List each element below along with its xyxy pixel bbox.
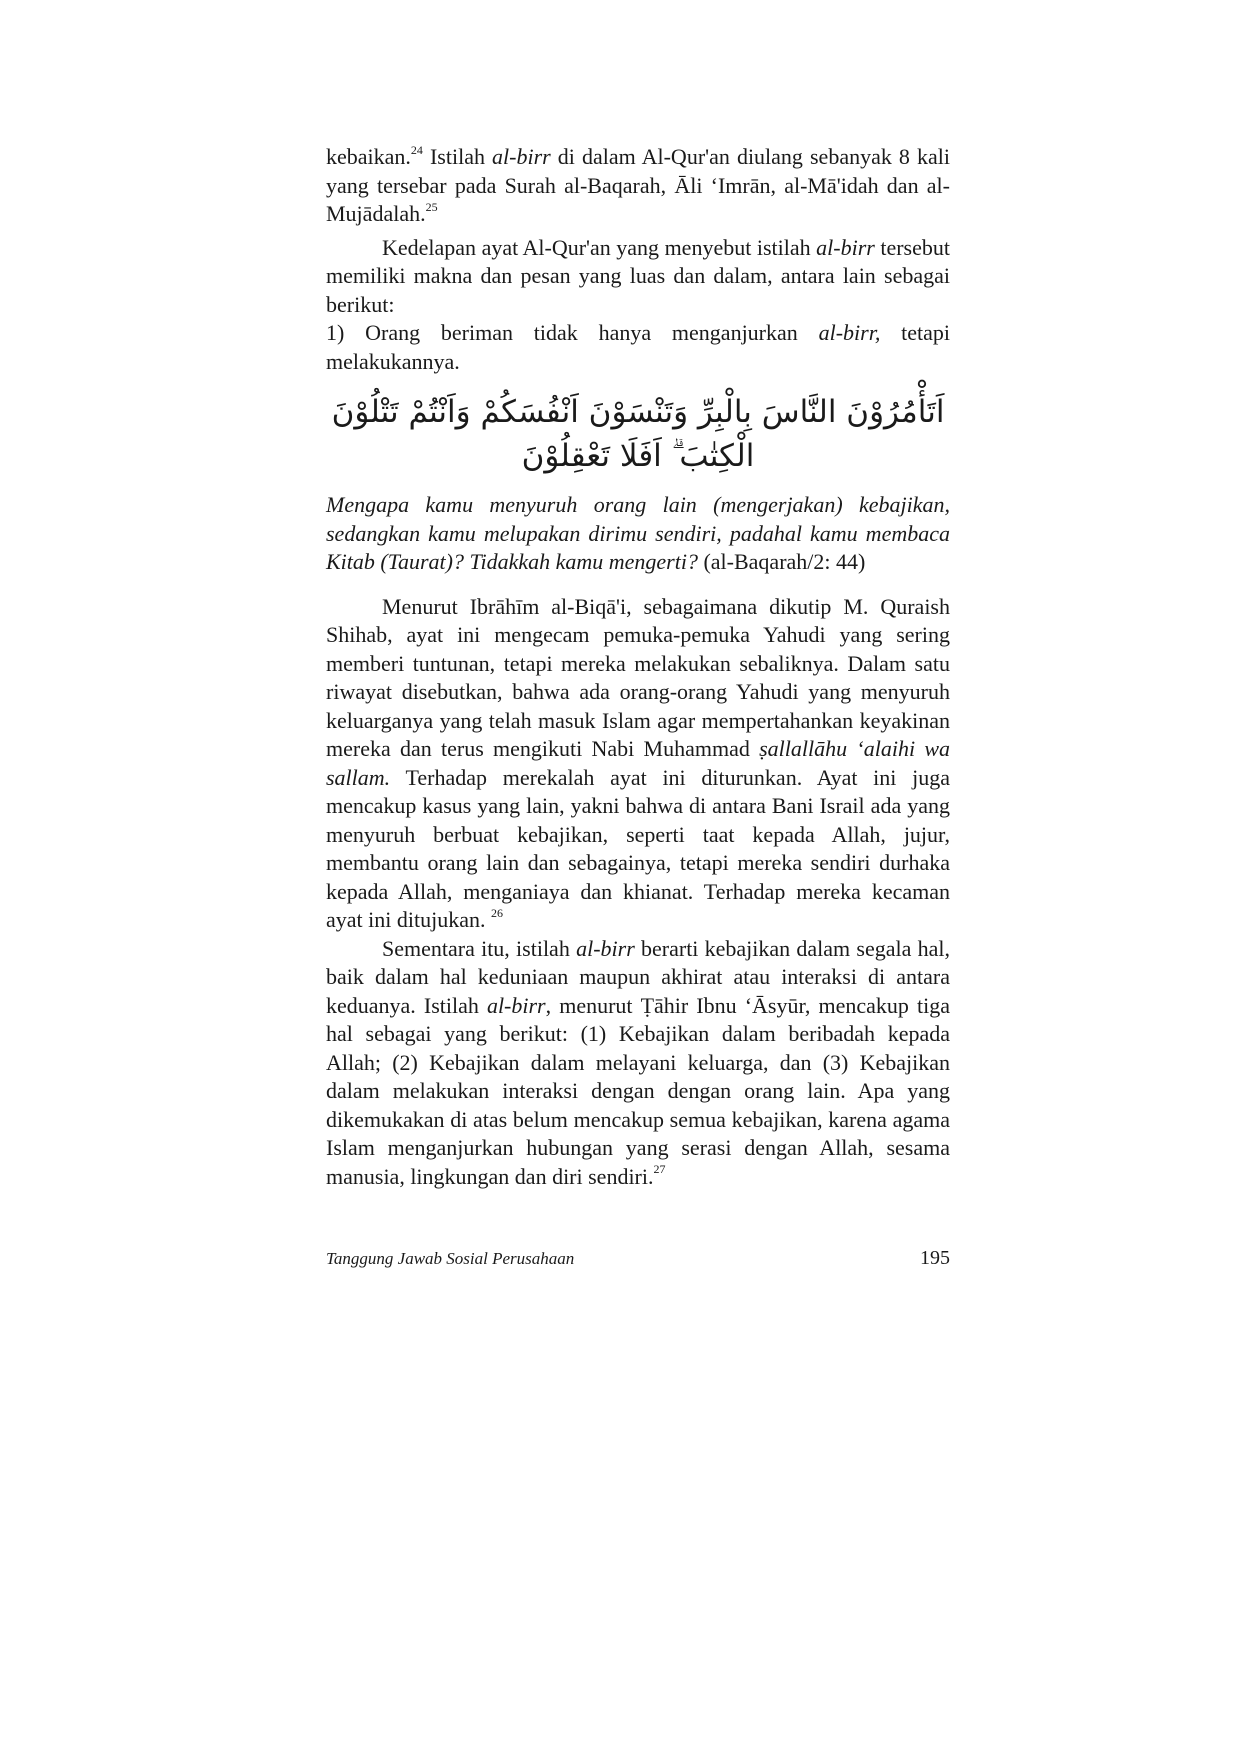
footnote-ref-26[interactable]: 26 [490, 905, 503, 920]
page-content [326, 143, 950, 1191]
text-span: 1) Orang beriman tidak hanya menganjurkan [326, 320, 819, 345]
text-span: , menurut Ṭāhir Ibnu ‘Āsyūr, mencakup tiga hal sebagai yang berikut: (1) Kebajikan dalam beribadah kepada Allah; (2) Kebajikan dalam melayani keluarga, dan (3) Kebajikan dalam melakukan interaksi dengan dengan orang lain. Apa yang dikemukakan di atas belum mencakup semua kebajikan, karena agama Islam menganjurkan hubungan yang serasi dengan Allah, sesama manusia, lingkungan dan diri sendiri. [326, 992, 950, 1189]
text-span: Kedelapan ayat Al-Qur'an yang menyebut istilah [382, 234, 817, 260]
verse-reference: (al-Baqarah/2: 44) [697, 549, 866, 574]
italic-term: al-birr [576, 935, 635, 961]
list-item-1 [326, 319, 950, 376]
text-span: tersebut memiliki makna dan pesan yang luas dan dalam, antara lain sebagai berikut: [326, 234, 950, 317]
paragraph-3 [326, 593, 950, 935]
text-span: Menurut Ibrāhīm al-Biqā'i, sebagaimana dikutip M. Quraish Shihab, ayat ini mengecam pemuka-pemuka Yahudi yang sering memberi tuntunan, tetapi mereka melakukan sebaliknya. Dalam satu riwayat disebutkan, bahwa ada orang-orang Yahudi yang menyuruh keluarganya yang telah masuk Islam agar mempertahankan keyakinan mereka dan terus mengikuti Nabi Muhammad [326, 593, 950, 761]
page-number: 195 [920, 1247, 950, 1269]
italic-term: al-birr [486, 992, 546, 1018]
translation-text: Mengapa kamu menyuruh orang lain (mengerjakan) kebajikan, sedangkan kamu melupakan dirimu sendiri, padahal kamu membaca Kitab (Taurat)? Tidakkah kamu mengerti? [326, 492, 950, 574]
footnote-ref-24[interactable]: 24 [410, 142, 423, 157]
italic-term: ṣallallāhu ‘alaihi wa sallam. [326, 736, 950, 790]
footnote-ref-27[interactable]: 27 [653, 1162, 666, 1177]
text-span: di dalam Al-Qur'an diulang sebanyak 8 kali yang tersebar pada Surah al-Baqarah, Āli ‘Imrān, al-Mā'idah dan al-Mujādalah. [326, 144, 950, 226]
italic-term: al-birr [816, 234, 875, 260]
text-span: berarti kebajikan dalam segala hal, baik dalam hal keduniaan maupun akhirat atau interaksi di antara keduanya. Istilah [326, 935, 950, 1018]
italic-term: al-birr [492, 144, 551, 169]
text-span: kebaikan. [326, 144, 411, 169]
paragraph-1 [326, 143, 950, 229]
verse-translation [326, 491, 950, 577]
text-span: Terhadap merekalah ayat ini diturunkan. Ayat ini juga mencakup kasus yang lain, yakni bahwa di antara Bani Israil ada yang menyuruh berbuat kebajikan, seperti taat kepada Allah, jujur, membantu orang lain dan sebagainya, tetapi mereka sendiri durhaka kepada Allah, menganiaya dan khianat. Terhadap mereka kecaman ayat ini ditujukan. [326, 764, 950, 932]
footnote-ref-25[interactable]: 25 [425, 199, 438, 214]
paragraph-2 [326, 234, 950, 320]
paragraph-4 [326, 935, 950, 1192]
text-span: Sementara itu, istilah [382, 935, 577, 961]
italic-term: al-birr, [818, 320, 881, 345]
text-span: Istilah [422, 144, 493, 169]
text-span: tetapi melakukannya. [326, 320, 950, 374]
arabic-verse: اَتَأْمُرُوْنَ النَّاسَ بِالْبِرِّ وَتَنْسَوْنَ اَنْفُسَكُمْ وَاَنْتُمْ تَتْلُوْنَ الْكِتٰبَ ۗ اَفَلَا تَعْقِلُوْنَ [331, 394, 945, 474]
page-footer [326, 1247, 950, 1273]
running-footer-title: Tanggung Jawab Sosial Perusahaan [326, 1249, 575, 1268]
